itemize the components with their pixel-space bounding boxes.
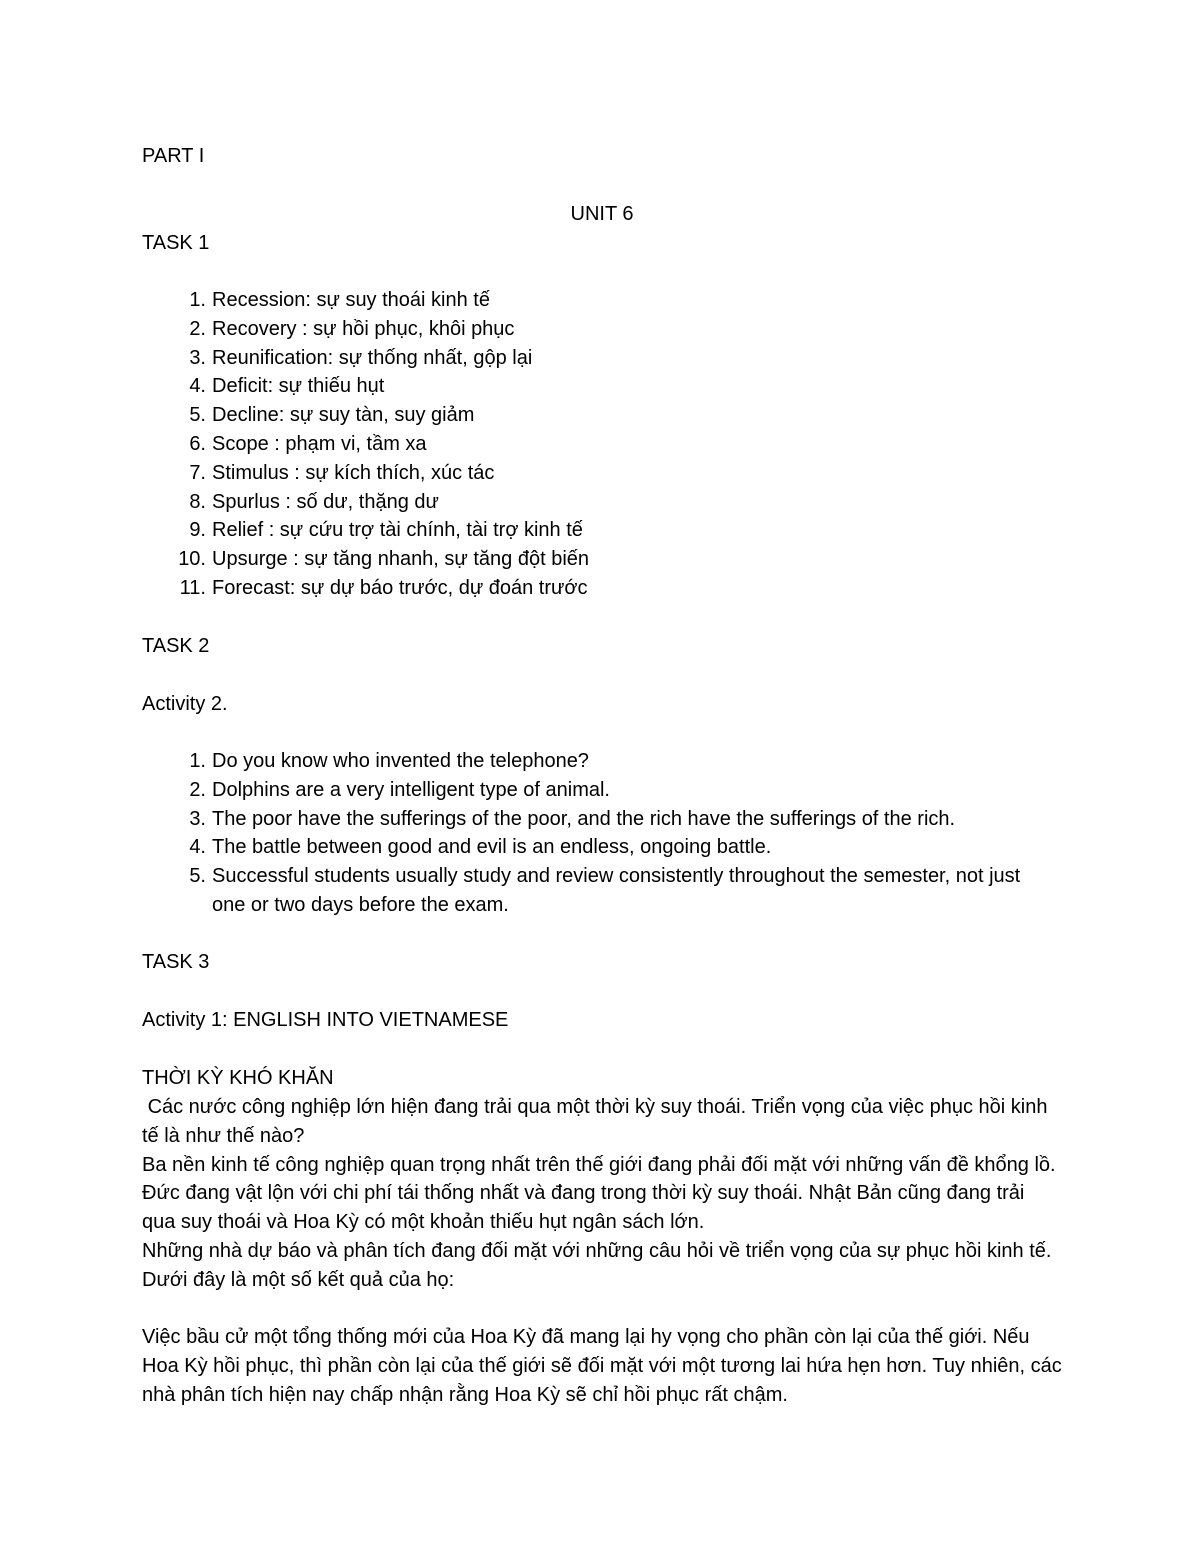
list-item (142, 372, 1062, 401)
item-text: Successful students usually study and review consistently throughout the semester, not just one or two days before the exam. (212, 865, 1021, 916)
item-text: Upsurge : sự tăng nhanh, sự tăng đột biến (212, 548, 590, 571)
task3-heading: TASK 3 (142, 951, 210, 973)
item-number: 2. (189, 778, 206, 801)
task3-activity-label: Activity 1: ENGLISH INTO VIETNAMESE (142, 1009, 509, 1031)
part-title: PART I (142, 145, 205, 167)
item-number: 5. (189, 865, 206, 888)
list-item (142, 344, 1062, 373)
list-item (142, 488, 1062, 517)
list-item (142, 805, 1062, 834)
item-text: Relief : sự cứu trợ tài chính, tài trợ kinh tế (212, 519, 583, 542)
item-text: Deficit: sự thiếu hụt (212, 375, 385, 398)
item-number: 11. (179, 576, 206, 599)
list-item (142, 286, 1062, 315)
item-number: 1. (189, 750, 206, 772)
list-item (142, 430, 1062, 459)
item-number: 8. (189, 490, 206, 513)
task2-heading: TASK 2 (142, 635, 210, 657)
item-number: 6. (189, 432, 206, 455)
list-item (142, 401, 1062, 430)
task1-vocabulary-list (142, 286, 1062, 603)
item-number: 7. (189, 461, 206, 484)
task1-heading: TASK 1 (142, 232, 210, 254)
item-text: Decline: sự suy tàn, suy giảm (212, 404, 475, 427)
passage-paragraph: Ba nền kinh tế công nghiệp quan trọng nhất trên thế giới đang phải đối mặt với những vấn đề khổng lồ. Đức đang vật lộn với chi phí tái thống nhất và đang trong thời kỳ suy thoái. Nhật Bản cũng đang trải qua suy thoái và Hoa Kỳ có một khoản thiếu hụt ngân sách lớn. (142, 1153, 1056, 1234)
list-item (142, 747, 1062, 776)
blank-line (142, 1295, 1062, 1324)
passage-paragraph: Những nhà dự báo và phân tích đang đối mặt với những câu hỏi về triển vọng của sự phục hồi kinh tế. Dưới đây là một số kết quả của họ: (142, 1239, 1052, 1291)
item-text: Dolphins are a very intelligent type of animal. (212, 778, 610, 801)
item-number: 4. (189, 836, 206, 859)
list-item (142, 545, 1062, 574)
passage-paragraph: Các nước công nghiệp lớn hiện đang trải qua một thời kỳ suy thoái. Triển vọng của việc phục hồi kinh tế là như thế nào? (142, 1096, 1054, 1147)
passage-body (142, 1093, 1062, 1410)
passage-title: THỜI KỲ KHÓ KHĂN (142, 1067, 334, 1089)
item-text: The poor have the sufferings of the poor, and the rich have the sufferings of the rich. (212, 807, 956, 830)
item-text: Recovery : sự hồi phục, khôi phục (212, 317, 515, 340)
list-item (142, 459, 1062, 488)
item-number: 3. (189, 807, 206, 830)
item-number: 2. (189, 317, 206, 340)
item-number: 9. (189, 519, 206, 542)
item-text: Spurlus : số dư, thặng dư (212, 490, 439, 513)
list-item (142, 776, 1062, 805)
passage-paragraph: Việc bầu cử một tổng thống mới của Hoa Kỳ đã mang lại hy vọng cho phần còn lại của thế giới. Nếu Hoa Kỳ hồi phục, thì phần còn lại của thế giới sẽ đối mặt với một tương lai hứa hẹn hơn. Tuy nhiên, các nhà phân tích hiện nay chấp nhận rằng Hoa Kỳ sẽ chỉ hồi phục rất chậm. (142, 1326, 1062, 1406)
task2-activity-label: Activity 2. (142, 693, 228, 715)
item-number: 10. (178, 548, 206, 571)
item-text: Forecast: sự dự báo trước, dự đoán trước (212, 576, 588, 599)
item-number: 1. (189, 289, 206, 311)
list-item (142, 574, 1062, 603)
item-text: Stimulus : sự kích thích, xúc tác (212, 461, 495, 484)
item-text: Scope : phạm vi, tầm xa (212, 432, 427, 455)
task2-sentence-list (142, 747, 1062, 920)
list-item (142, 516, 1062, 545)
item-text: The battle between good and evil is an endless, ongoing battle. (212, 836, 772, 859)
item-text: Reunification: sự thống nhất, gộp lại (212, 346, 533, 369)
list-item (142, 862, 1052, 920)
item-number: 3. (189, 346, 206, 369)
list-item (142, 315, 1062, 344)
item-number: 5. (189, 404, 206, 427)
item-text: Do you know who invented the telephone? (212, 750, 589, 772)
item-text: Recession: sự suy thoái kinh tế (212, 289, 490, 311)
unit-title: UNIT 6 (570, 203, 634, 225)
item-number: 4. (189, 375, 206, 398)
list-item (142, 833, 1062, 862)
